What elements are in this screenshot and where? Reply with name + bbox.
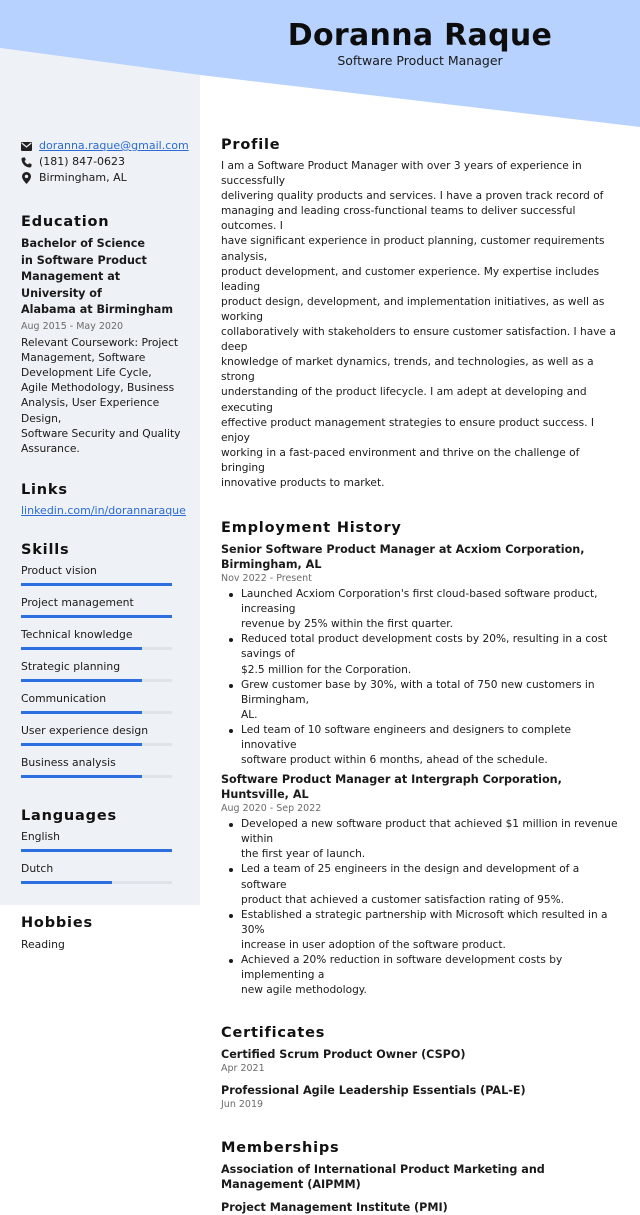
profile-line: working in a fast-paced environment and thrive on the challenge of bringing: [221, 446, 580, 474]
skill-level-fill: [21, 743, 142, 746]
skill-item: [21, 724, 183, 746]
bullet-line: new agile methodology.: [241, 984, 367, 997]
profile-section: [221, 136, 619, 491]
coursework-line: Management, Software: [21, 350, 146, 364]
skill-level-fill: [21, 775, 142, 778]
bullet-line: revenue by 25% within the first quarter.: [241, 618, 454, 631]
bullet-line: Achieved a 20% reduction in software development costs by implementing a: [241, 954, 563, 982]
bullet-line: $2.5 million for the Corporation.: [241, 663, 412, 676]
certificates-heading: Certificates: [221, 1025, 326, 1042]
skill-level-fill: [21, 615, 172, 618]
skill-label: User experience design: [21, 724, 149, 738]
location-text: Birmingham, AL: [39, 171, 127, 184]
job-entry: [221, 542, 619, 768]
coursework-line: Agile Methodology, Business: [21, 381, 175, 395]
degree-line: Alabama at Birmingham: [21, 303, 174, 316]
job-bullets: [221, 587, 619, 768]
job-bullet: [221, 953, 619, 998]
language-level-fill: [21, 881, 112, 884]
profile-line: product design, development, and implementation initiatives, as well as working: [221, 295, 605, 323]
certificates-section: [221, 1024, 619, 1112]
skill-item: [21, 692, 183, 714]
skill-level-bar: [21, 679, 172, 682]
job-bullet: [221, 587, 619, 632]
job-bullet: [221, 632, 619, 677]
coursework-line: Development Life Cycle,: [21, 365, 152, 379]
coursework-line: Software Security and Quality: [21, 426, 181, 440]
coursework-line: Relevant Coursework: Project: [21, 335, 179, 349]
employment-section: [221, 519, 619, 998]
certificate-entry: [221, 1083, 619, 1112]
links-section: [21, 482, 186, 518]
language-item: [21, 862, 183, 884]
bullet-line: Led team of 10 software engineers and designers to complete innovative: [241, 723, 572, 751]
bullet-line: Established a strategic partnership with Microsoft which resulted in a 30%: [241, 908, 608, 936]
skills-heading: Skills: [21, 542, 70, 559]
contact-email-row: [21, 138, 189, 154]
skill-level-bar: [21, 647, 172, 650]
skill-label: Business analysis: [21, 756, 116, 770]
bullet-line: increase in user adoption of the software product.: [241, 938, 506, 951]
language-item: [21, 830, 183, 852]
skill-label: Product vision: [21, 564, 97, 578]
bullet-line: the first year of launch.: [241, 848, 366, 861]
skill-label: Project management: [21, 596, 134, 610]
hobbies-section: [21, 915, 183, 952]
hobbies-heading: Hobbies: [21, 915, 93, 932]
bullet-line: product that achieved a customer satisfaction rating of 95%.: [241, 893, 565, 906]
profile-line: I am a Software Product Manager with over 3 years of experience in successfully: [221, 160, 582, 188]
skill-level-bar: [21, 583, 172, 586]
profile-text: [221, 159, 619, 491]
language-label: English: [21, 830, 60, 844]
languages-list: [21, 830, 183, 884]
job-dates: Aug 2020 - Sep 2022: [221, 803, 322, 815]
degree-line: Management at University of: [21, 270, 121, 300]
education-section: [21, 214, 183, 456]
skills-list: [21, 564, 183, 778]
job-bullet: [221, 723, 619, 768]
education-dates: Aug 2015 - May 2020: [21, 320, 124, 332]
bullet-line: software product within 6 months, ahead of the schedule.: [241, 754, 548, 767]
skill-label: Strategic planning: [21, 660, 121, 674]
job-bullet: [221, 862, 619, 907]
skill-level-bar: [21, 615, 172, 618]
skill-item: [21, 564, 183, 586]
bullet-line: Launched Acxiom Corporation's first cloud-based software product, increasing: [241, 588, 598, 616]
profile-line: collaboratively with stakeholders to ensure customer satisfaction. I have a deep: [221, 326, 616, 354]
profile-line: delivering quality products and services. I have a proven track record of: [221, 190, 604, 203]
job-title: Senior Software Product Manager at Acxiom Corporation, Birmingham, AL: [221, 543, 585, 572]
skill-level-bar: [21, 743, 172, 746]
coursework-line: Analysis, User Experience Design,: [21, 396, 160, 425]
skill-label: Communication: [21, 692, 107, 706]
skill-label: Technical knowledge: [21, 628, 133, 642]
envelope-icon: [21, 141, 32, 152]
job-dates: Nov 2022 - Present: [221, 573, 312, 585]
job-bullet: [221, 678, 619, 723]
skill-level-fill: [21, 711, 142, 714]
bullet-line: AL.: [241, 708, 258, 721]
bullet-line: Developed a new software product that achieved $1 million in revenue within: [241, 818, 618, 846]
certificate-entry: [221, 1047, 619, 1076]
contact-phone-row: [21, 154, 183, 170]
location-pin-icon: [21, 173, 32, 184]
skill-level-bar: [21, 711, 172, 714]
job-bullet: [221, 908, 619, 953]
profile-line: innovative products to market.: [221, 476, 385, 489]
bullet-line: Led a team of 25 engineers in the design and development of a software: [241, 863, 580, 891]
job-title: Software Product Manager at Intergraph Corporation, Huntsville, AL: [221, 773, 562, 802]
contact-section: [21, 138, 189, 186]
links-heading: Links: [21, 482, 68, 499]
sidebar: [21, 138, 189, 952]
skill-level-bar: [21, 775, 172, 778]
education-heading: Education: [21, 214, 110, 230]
skill-level-fill: [21, 647, 142, 650]
profile-line: knowledge of market dynamics, trends, and technologies, as well as a strong: [221, 356, 594, 384]
languages-heading: Languages: [21, 808, 117, 825]
memberships-heading: Memberships: [221, 1140, 340, 1157]
certificate-title: Certified Scrum Product Owner (CSPO): [221, 1048, 466, 1062]
language-level-bar: [21, 849, 172, 852]
phone-icon: [21, 157, 32, 168]
degree-line: in Software Product: [21, 253, 147, 267]
skill-item: [21, 756, 183, 778]
phone-text: (181) 847-0623: [39, 155, 126, 168]
contact-location-row: [21, 170, 183, 186]
hobby-item: Reading: [21, 938, 65, 952]
profile-line: managing and leading cross-functional teams to deliver successful outcomes. I: [221, 205, 576, 233]
skills-section: [21, 542, 183, 778]
profile-heading: Profile: [221, 137, 281, 153]
language-level-fill: [21, 849, 172, 852]
skill-level-fill: [21, 583, 172, 586]
profile-line: product development, and customer experience. My expertise includes leading: [221, 265, 600, 293]
memberships-section: [221, 1139, 619, 1215]
certificate-date: Jun 2019: [221, 1099, 264, 1111]
language-label: Dutch: [21, 862, 54, 876]
main-content: [221, 136, 619, 1215]
email-link[interactable]: doranna.raque@gmail.com: [39, 139, 189, 152]
job-entry: [221, 772, 619, 998]
degree-line: Bachelor of Science: [21, 237, 145, 250]
candidate-role: Software Product Manager: [337, 53, 503, 68]
profile-line: have significant experience in product planning, customer requirements analysis,: [221, 235, 605, 263]
skill-item: [21, 660, 183, 682]
linkedin-link[interactable]: linkedin.com/in/dorannaraque: [21, 504, 186, 518]
education-degree: [21, 236, 183, 319]
bullet-line: Grew customer base by 30%, with a total of 750 new customers in Birmingham,: [241, 678, 595, 706]
skill-item: [21, 596, 183, 618]
candidate-name: Doranna Raque: [287, 18, 553, 53]
membership-item: Project Management Institute (PMI): [221, 1201, 448, 1215]
membership-item: Association of International Product Marketing and Management (AIPMM): [221, 1163, 545, 1192]
employment-heading: Employment History: [221, 520, 402, 537]
memberships-list: [221, 1162, 619, 1215]
certificate-title: Professional Agile Leadership Essentials (PAL-E): [221, 1084, 526, 1098]
job-bullet: [221, 817, 619, 862]
skill-level-fill: [21, 679, 142, 682]
job-bullets: [221, 817, 619, 998]
jobs-list: [221, 542, 619, 998]
coursework-line: Assurance.: [21, 441, 80, 455]
language-level-bar: [21, 881, 172, 884]
education-coursework: [21, 335, 183, 457]
certificates-list: [221, 1047, 619, 1112]
skill-item: [21, 628, 183, 650]
bullet-line: Reduced total product development costs by 20%, resulting in a cost savings of: [241, 633, 608, 661]
profile-line: effective product management strategies to ensure product success. I enjoy: [221, 416, 595, 444]
languages-section: [21, 808, 183, 884]
certificate-date: Apr 2021: [221, 1063, 265, 1075]
profile-line: understanding of the product lifecycle. I am adept at developing and executing: [221, 386, 587, 414]
